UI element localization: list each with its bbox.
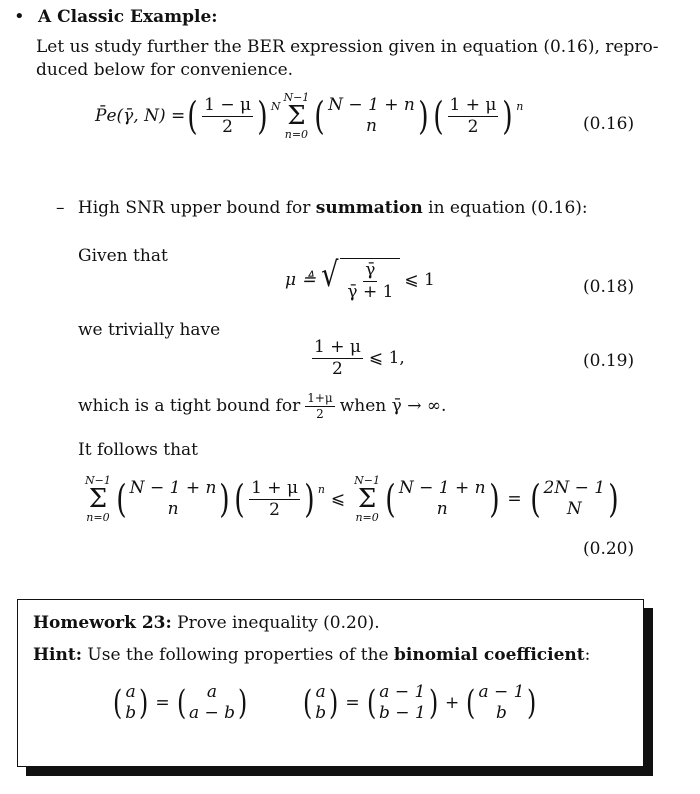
- eq020-binom3-top: 2N − 1: [543, 478, 606, 499]
- given-label: Given that: [78, 246, 168, 266]
- eq016-sum-lower: n=0: [284, 127, 309, 141]
- trivial-frac-num: 1 + μ: [314, 337, 361, 357]
- given-sqrt-num: γ̄: [365, 260, 376, 280]
- eq020-binom-top: N − 1 + n: [129, 478, 217, 499]
- equation-0-18: μ ≜ √ $\frac{\gammā}{\gammā + 1}$ ⩽ 1: [285, 255, 435, 302]
- given-sqrt-den: γ̄ + 1: [347, 281, 394, 302]
- section-title: A Classic Example:: [38, 7, 218, 27]
- p2-bottom: b: [315, 703, 327, 724]
- equation-0-20: N−1 Σ n=0 ( N − 1 + n n ) ( $\frac{1 + \mu}{2}$ ) $^n$ ⩽ N−1 Σ n=0 ( N − 1 + n n ) = ( 2N − 1 N ): [85, 474, 619, 524]
- tight-frac-den: 2: [316, 407, 324, 422]
- given-rhs: ⩽ 1: [404, 269, 435, 290]
- tight-text-after: when γ̄ → ∞.: [339, 396, 447, 417]
- p1-bottom: b: [125, 703, 137, 724]
- binomial-property-symmetry: ( a b ) = ( a a − b ): [112, 682, 248, 724]
- eq020-power: n: [317, 482, 325, 496]
- eq020-leq: ⩽: [330, 489, 346, 510]
- binomial-property-pascal: ( a b ) = ( a − 1 b − 1 ) + ( a − 1 b ): [302, 682, 537, 724]
- homework-text: Prove inequality (0.20).: [177, 613, 380, 633]
- eq016-sum-upper: N−1: [283, 91, 310, 104]
- intro-line-2: duced below for convenience.: [36, 60, 294, 80]
- eq019-number: (0.19): [583, 351, 635, 371]
- hint-line: [33, 645, 590, 665]
- p2-r1top: a − 1: [379, 682, 426, 702]
- subitem: [56, 198, 588, 218]
- eq020-equals: =: [507, 489, 522, 510]
- homework-box: [17, 599, 644, 767]
- p2-plus: +: [444, 693, 460, 714]
- intro-line-1: Let us study further the BER expression given in equation (0.16), repro-: [36, 37, 659, 57]
- eq020-frac-num: 1 + μ: [251, 478, 298, 499]
- p2-top: a: [315, 682, 326, 702]
- eq020-binom-bottom: n: [167, 499, 179, 520]
- equation-0-16: P̄e(γ̄, N) = ( $\frac{1 - \mu}{2}$ ) $^N$ N−1 Σ n=0 ( N − 1 + n n ) ( $\frac{1 + \mu}{2}$ ) $^n$: [95, 91, 524, 141]
- eq016-power: N: [270, 99, 281, 113]
- homework-title: Homework 23:: [33, 613, 172, 633]
- trivial-label: we trivially have: [78, 320, 221, 340]
- bullet: •: [14, 6, 25, 27]
- p2-r2bottom: b: [496, 703, 507, 724]
- eq020-summation-2: N−1 Σ n=0: [354, 474, 381, 524]
- follows-label: It follows that: [78, 440, 199, 460]
- subitem-text-bold: summation: [315, 198, 423, 218]
- trivial-rhs: ⩽ 1,: [368, 348, 405, 369]
- equation-0-19: [310, 338, 405, 378]
- tight-text-before: which is a tight bound for: [78, 396, 301, 417]
- eq020-sum2-lower: n=0: [355, 510, 379, 524]
- eq016-frac2-den: 2: [467, 116, 479, 137]
- eq020-sum2-upper: N−1: [354, 474, 381, 487]
- eq020-number: (0.20): [583, 539, 635, 559]
- eq016-number: (0.16): [583, 114, 635, 134]
- subitem-text-after: in equation (0.16):: [428, 198, 588, 218]
- p1-rbottom: a − b: [188, 703, 236, 724]
- p1-top: a: [125, 682, 136, 702]
- hint-label: Hint:: [33, 645, 83, 665]
- eq020-sum-lower: n=0: [86, 510, 110, 524]
- hint-colon: :: [584, 645, 591, 665]
- eq016-binom-top: N − 1 + n: [328, 95, 415, 116]
- eq016-frac-num: 1 − μ: [204, 95, 252, 116]
- eq016-lhs: P̄e(γ̄, N) =: [95, 106, 186, 127]
- eq020-frac-den: 2: [269, 499, 280, 520]
- hint-bold: binomial coefficient: [394, 645, 585, 665]
- p2-r1bottom: b − 1: [378, 703, 426, 724]
- eq016-binom-bottom: n: [366, 116, 377, 137]
- eq020-binom2-top: N − 1 + n: [398, 478, 486, 499]
- tight-bound-line: [78, 392, 446, 421]
- p2-r2top: a − 1: [478, 682, 525, 702]
- p1-eq: =: [155, 693, 170, 714]
- eq020-sum-upper: N−1: [85, 474, 111, 487]
- eq016-power2: n: [516, 99, 524, 113]
- subitem-dash: –: [56, 198, 65, 218]
- given-lhs: μ ≜: [285, 269, 316, 290]
- eq020-binom2-bottom: n: [436, 499, 448, 520]
- tight-frac-num: 1+μ: [305, 392, 335, 407]
- subitem-text-before: High SNR upper bound for: [77, 198, 311, 218]
- homework-line: [33, 613, 380, 633]
- section-heading: [14, 6, 218, 28]
- eq018-number: (0.18): [583, 277, 635, 297]
- eq020-binom3-bottom: N: [566, 499, 582, 520]
- eq016-summation: N−1 Σ n=0: [283, 91, 310, 141]
- p2-eq: =: [345, 693, 360, 714]
- eq016-frac-den: 2: [222, 116, 233, 137]
- eq020-summation-1: N−1 Σ n=0: [85, 474, 111, 524]
- hint-text: Use the following properties of the: [87, 645, 389, 665]
- eq016-frac2-num: 1 + μ: [449, 95, 497, 116]
- trivial-frac-den: 2: [332, 358, 343, 379]
- p1-rtop: a: [206, 682, 218, 702]
